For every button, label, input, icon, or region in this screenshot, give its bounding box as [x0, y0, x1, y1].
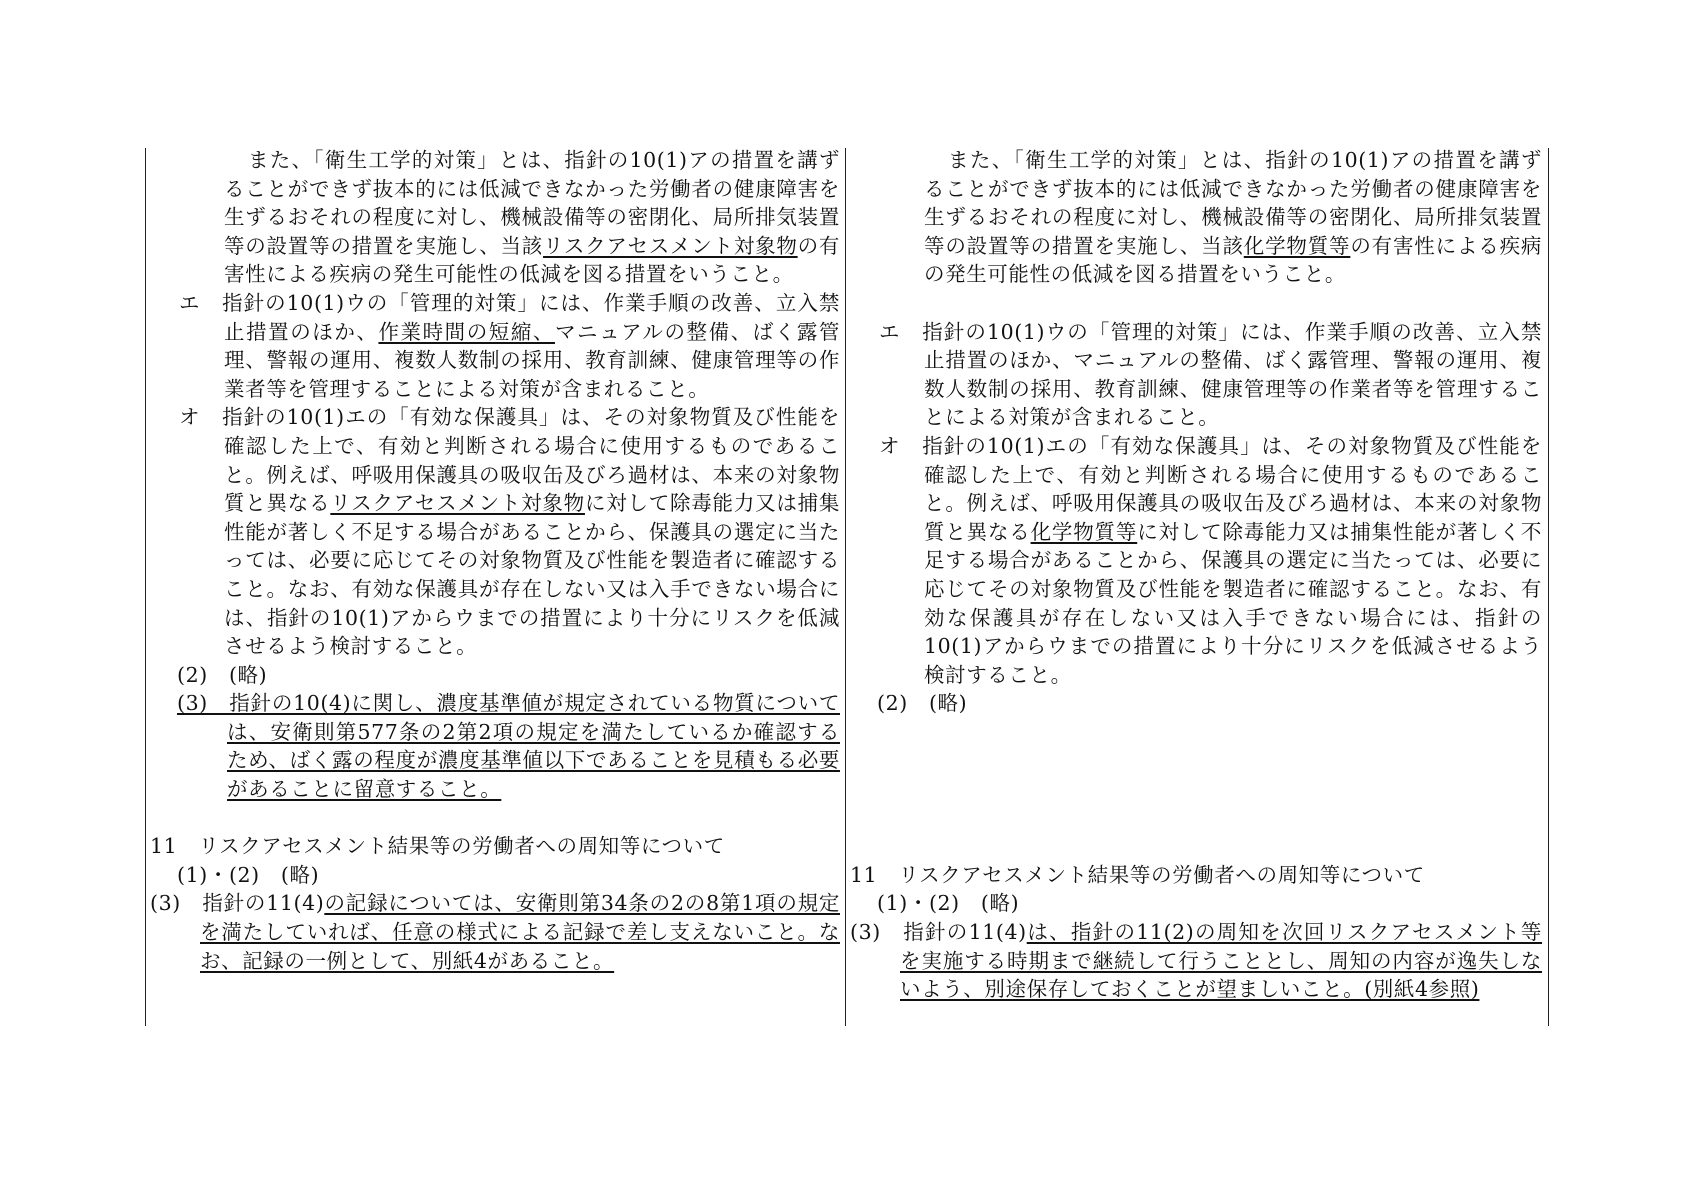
text-segment: に対して除毒能力又は捕集性能が著しく不足する場合があることから、保護具の選定に当たっては、必要に応じてその対象物質及び性能を製造者に確認すること。なお、有効な保護具が存在しない又は入手できない場合には、指針の10(1)アからウまでの措置により十分にリスクを低減させるよう検討すること。	[224, 491, 840, 659]
item-2-omitted: (2) (略)	[877, 691, 968, 716]
text-segment: の有害性による疾病の発生可能性の低減を図る措置をいうこと。	[924, 233, 1543, 287]
text-segment: オ 指針の10(1)エの「有効な保護具」は、その対象物質及び性能を確認した上で、有効と判断される場合に使用するものであること。例えば、呼吸用保護具の吸収缶及びろ過材は、本来の対象物質と異なる	[879, 433, 1542, 544]
paragraph-engineering-measures	[850, 146, 1542, 289]
text-segment: また、「衛生工学的対策」とは、指針の10(1)アの措置を講ずることができず抜本的には低減できなかった労働者の健康障害を生ずるおそれの程度に対し、機械設備等の密閉化、局所排気装置等の設置等の措置を実施し、当該	[924, 148, 1542, 258]
paragraph-engineering-measures	[150, 146, 840, 289]
section-11-items-1-2: (1)・(2) (略)	[877, 891, 1020, 916]
underlined-revision: (3) 指針の10(4)に関し、濃度基準値が規定されている物質については、安衛則第577条の2第2項の規定を満たしているか確認するため、ばく露の程度が濃度基準値以下であることを見積もる必要があることに留意すること。	[177, 691, 840, 802]
underlined-revision: 作業時間の短縮、	[378, 319, 555, 344]
text-segment: に対して除毒能力又は捕集性能が著しく不足する場合があることから、保護具の選定に当たっては、必要に応じてその対象物質及び性能を製造者に確認すること。なお、有効な保護具が存在しない又は入手できない場合には、指針の10(1)アからウまでの措置により十分にリスクを低減させるよう検討すること。	[924, 519, 1543, 687]
section-11-item-3	[850, 918, 1542, 1004]
text-segment: (3) 指針の11(4)	[150, 891, 325, 916]
section-11-items-1-2: (1)・(2) (略)	[177, 862, 320, 887]
text-segment: また、「衛生工学的対策」とは、指針の10(1)アの措置を講ずることができず抜本的には低減できなかった労働者の健康障害を生ずるおそれの程度に対し、機械設備等の密閉化、局所排気装置等の設置等の措置を実施し、当該	[224, 148, 840, 258]
item-e-administrative-measures	[150, 289, 840, 403]
underlined-revision: リスクアセスメント対象物	[330, 491, 585, 516]
spacer	[850, 289, 1542, 318]
section-11-heading: 11 リスクアセスメント結果等の労働者への周知等について	[850, 862, 1425, 887]
item-o-protective-equipment	[150, 403, 840, 660]
underlined-revision: リスクアセスメント対象物	[543, 233, 798, 258]
text-segment: エ 指針の10(1)ウの「管理的対策」には、作業手順の改善、立入禁止措置のほか、	[179, 290, 840, 344]
text-segment: オ 指針の10(1)エの「有効な保護具」は、その対象物質及び性能を確認した上で、有効と判断される場合に使用するものであること。例えば、呼吸用保護具の吸収缶及びろ過材は、本来の対象物質と異なる	[179, 405, 840, 516]
item-e-administrative-measures: エ 指針の10(1)ウの「管理的対策」には、作業手順の改善、立入禁止措置のほか、マニュアルの整備、ばく露管理、警報の運用、複数人数制の採用、教育訓練、健康管理等の作業者等を管理することによる対策が含まれること。	[879, 319, 1542, 430]
underlined-revision: は、指針の11(2)の周知を次回リスクアセスメント等を実施する時期まで継続して行うこととし、周知の内容が逸失しないよう、別途保存しておくことが望ましいこと。(別紙4参照)	[900, 920, 1542, 1002]
text-segment: マニュアルの整備、ばく露管理、警報の運用、複数人数制の採用、教育訓練、健康管理等の作業者等を管理することによる対策が含まれること。	[224, 319, 841, 401]
underlined-revision: 化学物質等	[1030, 519, 1138, 544]
text-segment: の有害性による疾病の発生可能性の低減を図る措置をいうこと。	[224, 233, 841, 287]
column-border-right	[1548, 148, 1549, 1026]
left-column	[150, 146, 840, 975]
text-segment: (3) 指針の11(4)	[850, 920, 1027, 945]
spacer	[850, 718, 1542, 861]
column-border-left	[145, 148, 146, 1026]
item-3-concentration-standard	[150, 689, 840, 803]
underlined-revision: 化学物質等	[1243, 233, 1351, 258]
underlined-revision: の記録については、安衛則第34条の2の8第1項の規定を満たしていれば、任意の様式による記録で差し支えないこと。なお、記録の一例として、別紙4があること。	[200, 891, 840, 973]
item-o-protective-equipment	[850, 432, 1542, 689]
column-border-middle	[845, 148, 846, 1026]
section-11-heading: 11 リスクアセスメント結果等の労働者への周知等について	[150, 834, 725, 859]
spacer	[150, 804, 840, 833]
right-column	[850, 146, 1542, 1004]
section-11-item-3	[150, 889, 840, 975]
item-2-omitted: (2) (略)	[177, 662, 268, 687]
